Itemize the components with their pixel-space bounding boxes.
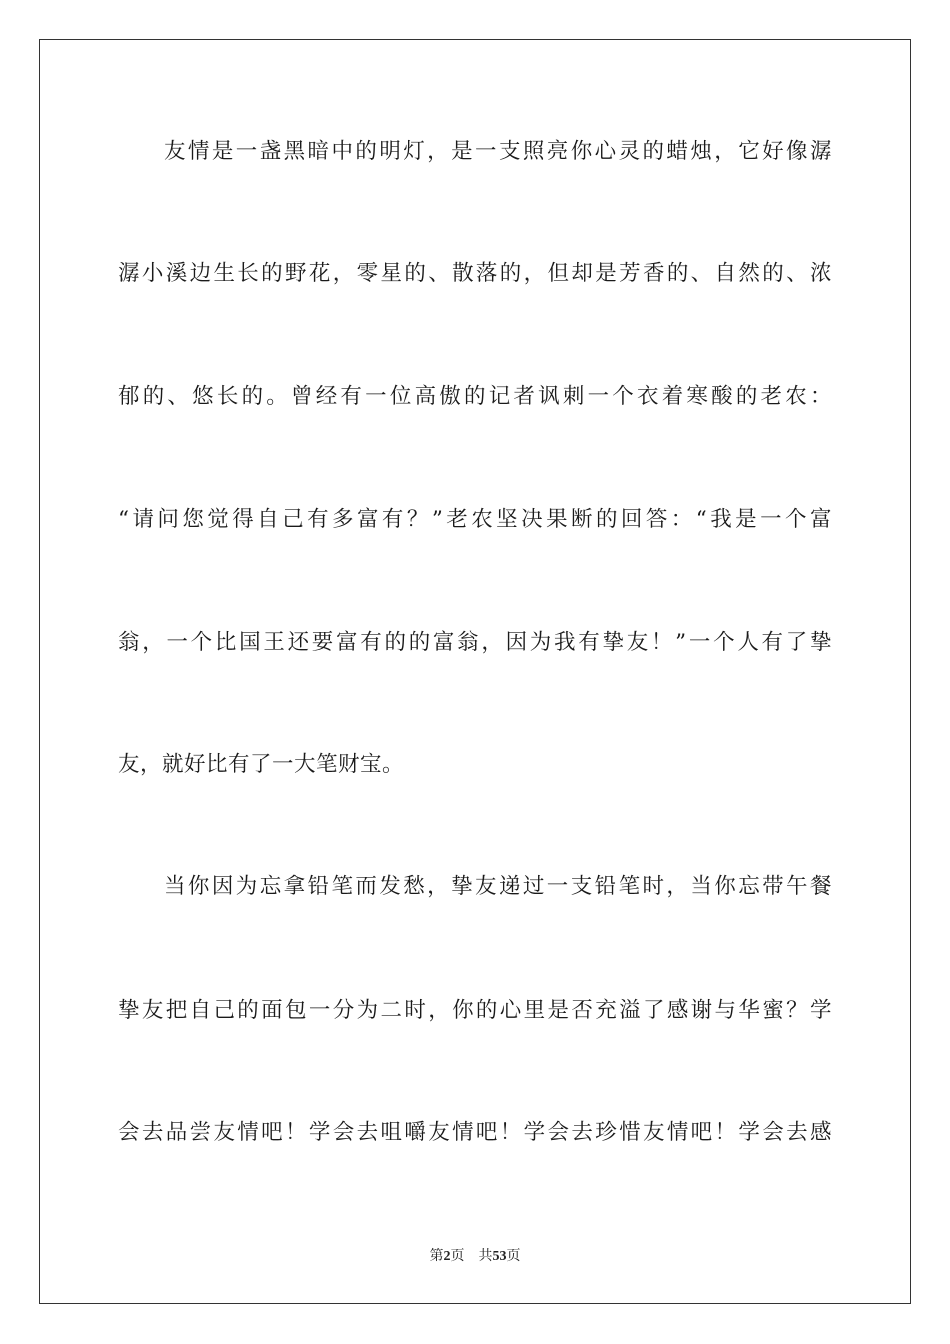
- total-pages: 53: [492, 1249, 507, 1264]
- total-label-suffix: 页: [506, 1248, 521, 1264]
- page-label-prefix: 第: [429, 1248, 444, 1264]
- text-line: “请问您觉得自己有多富有？”老农坚决果断的回答：“我是一个富: [118, 507, 832, 532]
- page-border: [39, 39, 911, 1304]
- text-line: 郁的、悠长的。曾经有一位高傲的记者讽刺一个衣着寒酸的老农：: [118, 384, 832, 409]
- text-line: 会去品尝友情吧！学会去咀嚼友情吧！学会去珍惜友情吧！学会去感: [118, 1120, 832, 1145]
- text-line: 友情是一盏黑暗中的明灯，是一支照亮你心灵的蜡烛，它好像潺: [164, 139, 832, 164]
- total-label-prefix: 共: [478, 1248, 493, 1264]
- text-line: 挚友把自己的面包一分为二时，你的心里是否充溢了感谢与华蜜？学: [118, 998, 832, 1023]
- text-line: 当你因为忘拿铅笔而发愁，挚友递过一支铅笔时，当你忘带午餐: [164, 874, 832, 899]
- page-label-suffix: 页: [450, 1248, 465, 1264]
- text-line: 潺小溪边生长的野花，零星的、散落的，但却是芳香的、自然的、浓: [118, 261, 832, 286]
- text-line: 翁，一个比国王还要富有的的富翁，因为我有挚友！”一个人有了挚: [118, 630, 832, 655]
- page-number: 2: [443, 1249, 451, 1264]
- page-footer: [0, 1246, 950, 1267]
- text-line: 友，就好比有了一大笔财宝。: [118, 752, 405, 777]
